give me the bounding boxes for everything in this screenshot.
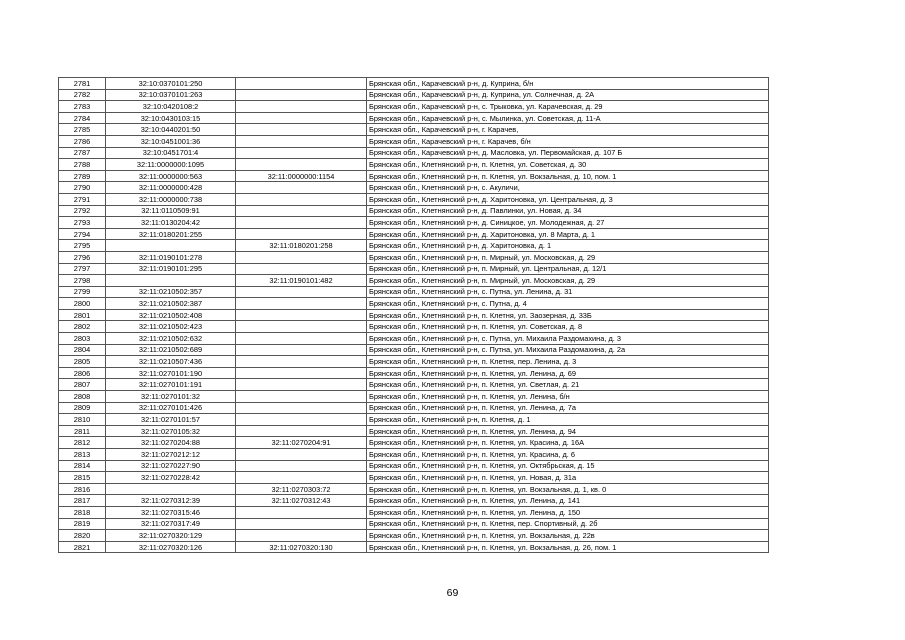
linked-cadastral-number-cell: 32:11:0000000:1154 (236, 170, 367, 182)
table-row (59, 472, 769, 484)
linked-cadastral-number-cell (236, 182, 367, 194)
linked-cadastral-number-cell (236, 344, 367, 356)
linked-cadastral-number-cell (236, 356, 367, 368)
cadastral-number-cell: 32:11:0180201:255 (106, 228, 236, 240)
row-number-cell: 2807 (59, 379, 106, 391)
address-cell: Брянская обл., Клетнянский р-н, п. Клетня, ул. Советская, д. 8 (367, 321, 769, 333)
cadastral-number-cell: 32:11:0270204:88 (106, 437, 236, 449)
row-number-cell: 2814 (59, 460, 106, 472)
row-number-cell: 2789 (59, 170, 106, 182)
table-row (59, 298, 769, 310)
row-number-cell: 2809 (59, 402, 106, 414)
table-row (59, 518, 769, 530)
row-number-cell: 2788 (59, 159, 106, 171)
row-number-cell: 2808 (59, 391, 106, 403)
row-number-cell: 2805 (59, 356, 106, 368)
row-number-cell: 2786 (59, 135, 106, 147)
address-cell: Брянская обл., Клетнянский р-н, с. Путна, д. 4 (367, 298, 769, 310)
cadastral-number-cell: 32:10:0370101:250 (106, 78, 236, 90)
cadastral-number-cell (106, 483, 236, 495)
table-row (59, 251, 769, 263)
cadastral-number-cell: 32:11:0270101:191 (106, 379, 236, 391)
linked-cadastral-number-cell: 32:11:0270204:91 (236, 437, 367, 449)
row-number-cell: 2799 (59, 286, 106, 298)
row-number-cell: 2816 (59, 483, 106, 495)
linked-cadastral-number-cell (236, 159, 367, 171)
linked-cadastral-number-cell (236, 321, 367, 333)
row-number-cell: 2795 (59, 240, 106, 252)
table-row (59, 170, 769, 182)
table-row (59, 101, 769, 113)
row-number-cell: 2812 (59, 437, 106, 449)
address-cell: Брянская обл., Клетнянский р-н, п. Клетня, ул. Вокзальная, д. 26, пом. 1 (367, 541, 769, 553)
row-number-cell: 2818 (59, 506, 106, 518)
row-number-cell: 2820 (59, 530, 106, 542)
table-row (59, 263, 769, 275)
linked-cadastral-number-cell (236, 460, 367, 472)
address-cell: Брянская обл., Клетнянский р-н, п. Клетня, ул. Ленина, б/н (367, 391, 769, 403)
row-number-cell: 2783 (59, 101, 106, 113)
table-row (59, 112, 769, 124)
address-cell: Брянская обл., Клетнянский р-н, п. Мирный, ул. Московская, д. 29 (367, 251, 769, 263)
address-cell: Брянская обл., Клетнянский р-н, п. Мирный, ул. Центральная, д. 12/1 (367, 263, 769, 275)
linked-cadastral-number-cell (236, 217, 367, 229)
table-row (59, 205, 769, 217)
row-number-cell: 2804 (59, 344, 106, 356)
linked-cadastral-number-cell (236, 298, 367, 310)
cadastral-number-cell: 32:11:0270317:49 (106, 518, 236, 530)
table-row (59, 217, 769, 229)
row-number-cell: 2794 (59, 228, 106, 240)
cadastral-number-cell: 32:11:0210502:357 (106, 286, 236, 298)
table-row (59, 483, 769, 495)
cadastral-number-cell: 32:11:0270312:39 (106, 495, 236, 507)
table-row (59, 159, 769, 171)
linked-cadastral-number-cell (236, 135, 367, 147)
table-row (59, 414, 769, 426)
row-number-cell: 2797 (59, 263, 106, 275)
cadastral-number-cell: 32:11:0190101:295 (106, 263, 236, 275)
table-row (59, 147, 769, 159)
cadastral-number-cell: 32:11:0000000:563 (106, 170, 236, 182)
linked-cadastral-number-cell (236, 506, 367, 518)
row-number-cell: 2800 (59, 298, 106, 310)
cadastral-number-cell: 32:11:0130204:42 (106, 217, 236, 229)
cadastral-number-cell: 32:10:0451701:4 (106, 147, 236, 159)
address-cell: Брянская обл., Клетнянский р-н, п. Клетня, ул. Советская, д. 30 (367, 159, 769, 171)
page-number: 69 (446, 587, 459, 599)
linked-cadastral-number-cell (236, 425, 367, 437)
linked-cadastral-number-cell (236, 391, 367, 403)
address-cell: Брянская обл., Клетнянский р-н, п. Клетня, д. 1 (367, 414, 769, 426)
cadastral-number-cell: 32:11:0270105:32 (106, 425, 236, 437)
cadastral-number-cell (106, 275, 236, 287)
row-number-cell: 2791 (59, 193, 106, 205)
cadastral-number-cell: 32:10:0440201:50 (106, 124, 236, 136)
linked-cadastral-number-cell (236, 193, 367, 205)
linked-cadastral-number-cell: 32:11:0270312:43 (236, 495, 367, 507)
cadastral-number-cell: 32:11:0270101:426 (106, 402, 236, 414)
table-row (59, 275, 769, 287)
cadastral-number-cell: 32:10:0451001:36 (106, 135, 236, 147)
table-row (59, 402, 769, 414)
row-number-cell: 2821 (59, 541, 106, 553)
table-row (59, 193, 769, 205)
row-number-cell: 2787 (59, 147, 106, 159)
linked-cadastral-number-cell (236, 402, 367, 414)
table-row (59, 135, 769, 147)
address-cell: Брянская обл., Клетнянский р-н, п. Клетня, ул. Ленина, д. 7а (367, 402, 769, 414)
cadastral-number-cell: 32:11:0270320:129 (106, 530, 236, 542)
table-row (59, 506, 769, 518)
linked-cadastral-number-cell: 32:11:0190101:482 (236, 275, 367, 287)
address-cell: Брянская обл., Карачевский р-н, д. Куприна, ул. Солнечная, д. 2А (367, 89, 769, 101)
linked-cadastral-number-cell (236, 379, 367, 391)
address-cell: Брянская обл., Карачевский р-н, д. Масловка, ул. Первомайская, д. 107 Б (367, 147, 769, 159)
address-cell: Брянская обл., Клетнянский р-н, д. Павлинки, ул. Новая, д. 34 (367, 205, 769, 217)
address-cell: Брянская обл., Клетнянский р-н, п. Клетня, ул. Вокзальная, д. 1, кв. 0 (367, 483, 769, 495)
linked-cadastral-number-cell: 32:11:0270320:130 (236, 541, 367, 553)
table-row (59, 333, 769, 345)
linked-cadastral-number-cell (236, 472, 367, 484)
address-cell: Брянская обл., Клетнянский р-н, п. Клетня, пер. Ленина, д. 3 (367, 356, 769, 368)
address-cell: Брянская обл., Карачевский р-н, г. Карачев, б/н (367, 135, 769, 147)
address-cell: Брянская обл., Клетнянский р-н, д. Синицкое, ул. Молодежная, д. 27 (367, 217, 769, 229)
cadastral-number-cell: 32:11:0110509:91 (106, 205, 236, 217)
table-row (59, 321, 769, 333)
cadastral-number-cell: 32:11:0270227:90 (106, 460, 236, 472)
table-row (59, 495, 769, 507)
table-row (59, 449, 769, 461)
cadastral-number-cell: 32:11:0210507:436 (106, 356, 236, 368)
property-table-body (59, 78, 769, 553)
cadastral-number-cell (106, 240, 236, 252)
table-row (59, 89, 769, 101)
row-number-cell: 2796 (59, 251, 106, 263)
address-cell: Брянская обл., Клетнянский р-н, п. Клетня, ул. Ленина, д. 69 (367, 367, 769, 379)
table-row (59, 240, 769, 252)
cadastral-number-cell: 32:11:0000000:428 (106, 182, 236, 194)
linked-cadastral-number-cell (236, 367, 367, 379)
table-row (59, 460, 769, 472)
row-number-cell: 2798 (59, 275, 106, 287)
cadastral-number-cell: 32:11:0210502:423 (106, 321, 236, 333)
linked-cadastral-number-cell (236, 101, 367, 113)
linked-cadastral-number-cell (236, 263, 367, 275)
table-row (59, 286, 769, 298)
address-cell: Брянская обл., Карачевский р-н, г. Карачев, (367, 124, 769, 136)
address-cell: Брянская обл., Клетнянский р-н, д. Харитоновка, д. 1 (367, 240, 769, 252)
address-cell: Брянская обл., Клетнянский р-н, п. Клетня, пер. Спортивный, д. 2б (367, 518, 769, 530)
row-number-cell: 2782 (59, 89, 106, 101)
cadastral-number-cell: 32:11:0270101:57 (106, 414, 236, 426)
linked-cadastral-number-cell (236, 112, 367, 124)
row-number-cell: 2810 (59, 414, 106, 426)
linked-cadastral-number-cell (236, 147, 367, 159)
row-number-cell: 2785 (59, 124, 106, 136)
table-row (59, 367, 769, 379)
row-number-cell: 2815 (59, 472, 106, 484)
cadastral-number-cell: 32:11:0270320:126 (106, 541, 236, 553)
address-cell: Брянская обл., Клетнянский р-н, с. Путна, ул. Ленина, д. 31 (367, 286, 769, 298)
row-number-cell: 2801 (59, 309, 106, 321)
linked-cadastral-number-cell (236, 89, 367, 101)
cadastral-number-cell: 32:11:0270101:32 (106, 391, 236, 403)
cadastral-number-cell: 32:11:0270315:46 (106, 506, 236, 518)
table-row (59, 356, 769, 368)
table-row (59, 309, 769, 321)
linked-cadastral-number-cell (236, 518, 367, 530)
table-row (59, 425, 769, 437)
address-cell: Брянская обл., Клетнянский р-н, д. Харитоновка, ул. 8 Марта, д. 1 (367, 228, 769, 240)
table-row (59, 228, 769, 240)
address-cell: Брянская обл., Клетнянский р-н, с. Путна, ул. Михаила Раздомахина, д. 2а (367, 344, 769, 356)
address-cell: Брянская обл., Клетнянский р-н, с. Акуличи, (367, 182, 769, 194)
linked-cadastral-number-cell (236, 449, 367, 461)
address-cell: Брянская обл., Карачевский р-н, с. Мылинка, ул. Советская, д. 11-А (367, 112, 769, 124)
address-cell: Брянская обл., Клетнянский р-н, п. Клетня, ул. Вокзальная, д. 10, пом. 1 (367, 170, 769, 182)
address-cell: Брянская обл., Клетнянский р-н, п. Клетня, ул. Заозерная, д. 33Б (367, 309, 769, 321)
table-row (59, 124, 769, 136)
address-cell: Брянская обл., Клетнянский р-н, п. Клетня, ул. Красина, д. 6 (367, 449, 769, 461)
row-number-cell: 2790 (59, 182, 106, 194)
cadastral-number-cell: 32:10:0370101:263 (106, 89, 236, 101)
row-number-cell: 2793 (59, 217, 106, 229)
address-cell: Брянская обл., Клетнянский р-н, п. Мирный, ул. Московская, д. 29 (367, 275, 769, 287)
address-cell: Брянская обл., Клетнянский р-н, п. Клетня, ул. Красина, д. 16А (367, 437, 769, 449)
linked-cadastral-number-cell (236, 333, 367, 345)
linked-cadastral-number-cell (236, 414, 367, 426)
row-number-cell: 2806 (59, 367, 106, 379)
cadastral-number-cell: 32:11:0000000:1095 (106, 159, 236, 171)
linked-cadastral-number-cell (236, 286, 367, 298)
table-row (59, 530, 769, 542)
address-cell: Брянская обл., Карачевский р-н, с. Трыковка, ул. Карачевская, д. 29 (367, 101, 769, 113)
table-row (59, 379, 769, 391)
table-row (59, 78, 769, 90)
linked-cadastral-number-cell: 32:11:0180201:258 (236, 240, 367, 252)
row-number-cell: 2817 (59, 495, 106, 507)
table-row (59, 344, 769, 356)
cadastral-number-cell: 32:10:0430103:15 (106, 112, 236, 124)
address-cell: Брянская обл., Клетнянский р-н, с. Путна, ул. Михаила Раздомахина, д. 3 (367, 333, 769, 345)
linked-cadastral-number-cell (236, 78, 367, 90)
row-number-cell: 2802 (59, 321, 106, 333)
cadastral-number-cell: 32:10:0420108:2 (106, 101, 236, 113)
cadastral-number-cell: 32:11:0000000:738 (106, 193, 236, 205)
row-number-cell: 2803 (59, 333, 106, 345)
table-row (59, 182, 769, 194)
cadastral-number-cell: 32:11:0270228:42 (106, 472, 236, 484)
property-table (58, 77, 769, 553)
table-row (59, 541, 769, 553)
address-cell: Брянская обл., Клетнянский р-н, п. Клетня, ул. Ленина, д. 150 (367, 506, 769, 518)
linked-cadastral-number-cell (236, 530, 367, 542)
row-number-cell: 2781 (59, 78, 106, 90)
row-number-cell: 2813 (59, 449, 106, 461)
linked-cadastral-number-cell (236, 309, 367, 321)
row-number-cell: 2819 (59, 518, 106, 530)
linked-cadastral-number-cell (236, 228, 367, 240)
cadastral-number-cell: 32:11:0210502:632 (106, 333, 236, 345)
row-number-cell: 2811 (59, 425, 106, 437)
address-cell: Брянская обл., Клетнянский р-н, п. Клетня, ул. Ленина, д. 94 (367, 425, 769, 437)
row-number-cell: 2792 (59, 205, 106, 217)
address-cell: Брянская обл., Клетнянский р-н, п. Клетня, ул. Октябрьская, д. 15 (367, 460, 769, 472)
linked-cadastral-number-cell (236, 251, 367, 263)
table-row (59, 437, 769, 449)
cadastral-number-cell: 32:11:0190101:278 (106, 251, 236, 263)
cadastral-number-cell: 32:11:0270212:12 (106, 449, 236, 461)
address-cell: Брянская обл., Карачевский р-н, д. Куприна, б/н (367, 78, 769, 90)
address-cell: Брянская обл., Клетнянский р-н, п. Клетня, ул. Новая, д. 31а (367, 472, 769, 484)
address-cell: Брянская обл., Клетнянский р-н, п. Клетня, ул. Светлая, д. 21 (367, 379, 769, 391)
cadastral-number-cell: 32:11:0210502:689 (106, 344, 236, 356)
address-cell: Брянская обл., Клетнянский р-н, п. Клетня, ул. Вокзальная, д. 22в (367, 530, 769, 542)
cadastral-number-cell: 32:11:0210502:387 (106, 298, 236, 310)
cadastral-number-cell: 32:11:0270101:190 (106, 367, 236, 379)
linked-cadastral-number-cell (236, 205, 367, 217)
row-number-cell: 2784 (59, 112, 106, 124)
table-row (59, 391, 769, 403)
address-cell: Брянская обл., Клетнянский р-н, д. Харитоновка, ул. Центральная, д. 3 (367, 193, 769, 205)
cadastral-number-cell: 32:11:0210502:408 (106, 309, 236, 321)
linked-cadastral-number-cell: 32:11:0270303:72 (236, 483, 367, 495)
address-cell: Брянская обл., Клетнянский р-н, п. Клетня, ул. Ленина, д. 141 (367, 495, 769, 507)
linked-cadastral-number-cell (236, 124, 367, 136)
